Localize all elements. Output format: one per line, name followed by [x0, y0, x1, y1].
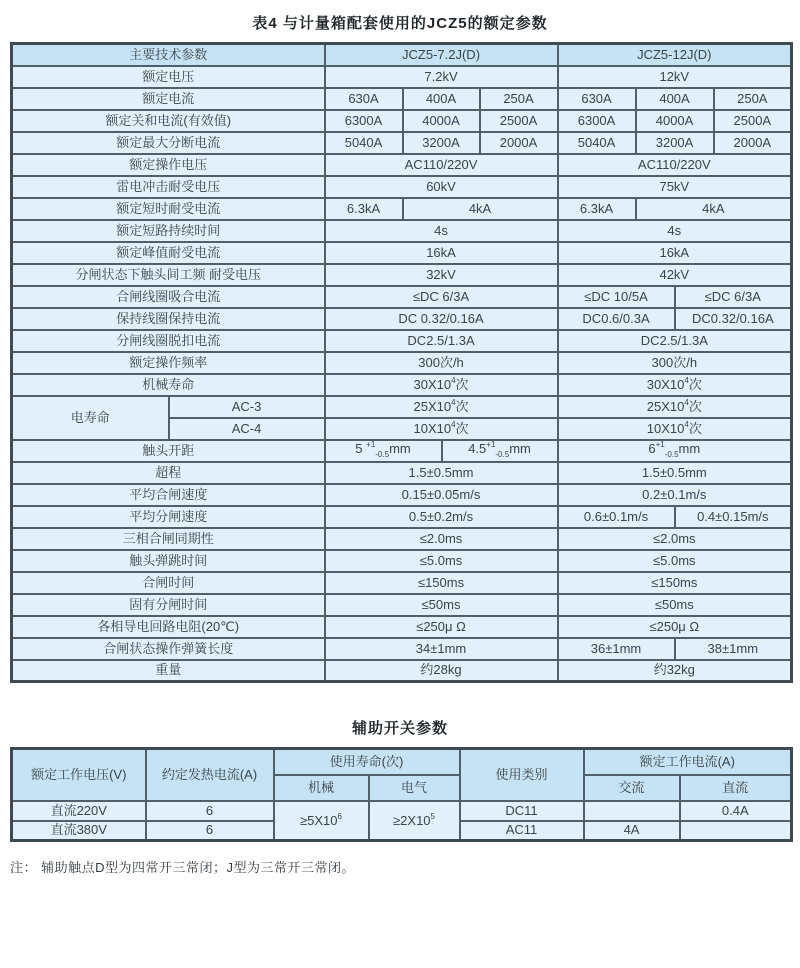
rated-param-cell: 2500A: [714, 110, 792, 132]
rated-param-cell: 4000A: [403, 110, 480, 132]
rated-param-cell: 额定峰值耐受电流: [12, 242, 325, 264]
rated-param-cell: ≤5.0ms: [558, 550, 792, 572]
rated-param-cell: 触头开距: [12, 440, 325, 462]
rated-param-cell: 250A: [480, 88, 558, 110]
footnote: 注： 辅助触点D型为四常开三常闭；J型为三常开三常闭。: [10, 860, 356, 875]
rated-param-cell: 额定操作频率: [12, 352, 325, 374]
rated-param-cell: 平均合闸速度: [12, 484, 325, 506]
rated-param-cell: 分闸线圈脱扣电流: [12, 330, 325, 352]
rated-param-cell: 5040A: [558, 132, 636, 154]
aux-switch-cell: [680, 821, 792, 841]
aux-switch-cell: $\ge 2X10^5$: [369, 801, 460, 841]
rated-param-cell: 2000A: [714, 132, 792, 154]
table4-title: 表4 与计量箱配套使用的JCZ5的额定参数: [252, 15, 548, 32]
rated-param-cell: 400A: [403, 88, 480, 110]
rated-param-cell: 2000A: [480, 132, 558, 154]
rated-param-cell: 4000A: [636, 110, 714, 132]
rated-param-cell: AC-4: [169, 418, 325, 440]
rated-param-cell: 触头弹跳时间: [12, 550, 325, 572]
aux-switch-cell: 4A: [584, 821, 680, 841]
rated-param-cell: 额定短时耐受电流: [12, 198, 325, 220]
rated-parameters-table: [10, 42, 793, 683]
rated-param-cell: 6300A: [325, 110, 403, 132]
aux-switch-cell: $\ge 5X10^6$: [274, 801, 369, 841]
rated-param-cell: 0.4±0.15m/s: [675, 506, 792, 528]
aux-switch-header-cell: 额定工作电压(V): [12, 749, 146, 801]
rated-param-cell: 合闸状态操作弹簧长度: [12, 638, 325, 660]
rated-param-cell: ≤DC 6/3A: [325, 286, 558, 308]
rated-param-cell: 0.2±0.1m/s: [558, 484, 792, 506]
rated-param-cell: 约32kg: [558, 660, 792, 682]
rated-param-cell: ≤250μ Ω: [325, 616, 558, 638]
rated-param-cell: 400A: [636, 88, 714, 110]
aux-switch-header-cell: 使用类别: [460, 749, 584, 801]
rated-param-cell: $30X10^4$次: [558, 374, 792, 396]
rated-param-cell: 32kV: [325, 264, 558, 286]
rated-param-cell: ≤5.0ms: [325, 550, 558, 572]
rated-param-cell: 6.3kA: [558, 198, 636, 220]
rated-param-cell: 2500A: [480, 110, 558, 132]
rated-param-header-cell: JCZ5-7.2J(D): [325, 44, 558, 66]
aux-switch-cell: 直流220V: [12, 801, 146, 821]
aux-switch-header-cell: 使用寿命(次): [274, 749, 460, 775]
rated-param-cell: 保持线圈保持电流: [12, 308, 325, 330]
rated-param-cell: 16kA: [325, 242, 558, 264]
rated-param-cell: ≤150ms: [325, 572, 558, 594]
rated-param-cell: 1.5±0.5mm: [325, 462, 558, 484]
rated-param-cell: $6^{+1}_{-0.5}mm$: [558, 440, 792, 462]
aux-switch-cell: 6: [146, 821, 274, 841]
aux-switch-header-cell: 额定工作电流(A): [584, 749, 792, 775]
rated-param-cell: AC-3: [169, 396, 325, 418]
rated-param-cell: DC2.5/1.3A: [325, 330, 558, 352]
rated-param-cell: 额定最大分断电流: [12, 132, 325, 154]
rated-param-header-cell: JCZ5-12J(D): [558, 44, 792, 66]
rated-param-cell: 300次/h: [325, 352, 558, 374]
rated-param-cell: ≤2.0ms: [558, 528, 792, 550]
rated-param-cell: 平均分闸速度: [12, 506, 325, 528]
aux-switch-cell: AC11: [460, 821, 584, 841]
rated-param-cell: 电寿命: [12, 396, 169, 440]
rated-param-cell: DC0.6/0.3A: [558, 308, 675, 330]
rated-param-cell: 16kA: [558, 242, 792, 264]
rated-param-cell: 三相合闸同期性: [12, 528, 325, 550]
rated-param-cell: 合闸时间: [12, 572, 325, 594]
rated-param-cell: 5 $^{+1}_{-0.5}$mm: [325, 440, 442, 462]
aux-switch-header-cell: 机械: [274, 775, 369, 801]
rated-param-cell: 额定短路持续时间: [12, 220, 325, 242]
rated-param-cell: $4.5^{+1}_{-0.5}mm$: [442, 440, 558, 462]
rated-param-cell: 超程: [12, 462, 325, 484]
rated-param-cell: 38±1mm: [675, 638, 792, 660]
aux-switch-header-cell: 交流: [584, 775, 680, 801]
rated-param-cell: 额定操作电压: [12, 154, 325, 176]
rated-param-cell: 34±1mm: [325, 638, 558, 660]
rated-param-cell: 3200A: [403, 132, 480, 154]
aux-switch-cell: 0.4A: [680, 801, 792, 821]
aux-switch-title: 辅助开关参数: [351, 720, 448, 737]
aux-switch-header-cell: 直流: [680, 775, 792, 801]
rated-param-cell: ≤250μ Ω: [558, 616, 792, 638]
rated-param-cell: $25X10^4$次: [558, 396, 792, 418]
rated-param-cell: 4s: [558, 220, 792, 242]
rated-param-cell: $30X10^4$次: [325, 374, 558, 396]
rated-param-cell: 6300A: [558, 110, 636, 132]
rated-param-cell: AC110/220V: [558, 154, 792, 176]
rated-param-cell: 合闸线圈吸合电流: [12, 286, 325, 308]
rated-param-cell: ≤50ms: [558, 594, 792, 616]
rated-param-cell: 0.6±0.1m/s: [558, 506, 675, 528]
rated-param-cell: ≤50ms: [325, 594, 558, 616]
rated-param-cell: 36±1mm: [558, 638, 675, 660]
rated-param-cell: 12kV: [558, 66, 792, 88]
rated-param-cell: 额定电流: [12, 88, 325, 110]
aux-switch-cell: [584, 801, 680, 821]
rated-param-cell: 约28kg: [325, 660, 558, 682]
rated-param-cell: $10X10^4$次: [558, 418, 792, 440]
rated-param-cell: ≤DC 10/5A: [558, 286, 675, 308]
rated-param-cell: DC0.32/0.16A: [675, 308, 792, 330]
rated-param-cell: 630A: [558, 88, 636, 110]
rated-param-cell: 3200A: [636, 132, 714, 154]
rated-param-cell: 额定电压: [12, 66, 325, 88]
rated-param-cell: 300次/h: [558, 352, 792, 374]
aux-switch-cell: DC11: [460, 801, 584, 821]
rated-param-cell: 分闸状态下触头间工频 耐受电压: [12, 264, 325, 286]
rated-param-cell: 7.2kV: [325, 66, 558, 88]
aux-switch-cell: 直流380V: [12, 821, 146, 841]
rated-param-cell: DC 0.32/0.16A: [325, 308, 558, 330]
rated-param-cell: 6.3kA: [325, 198, 403, 220]
rated-param-cell: $10X10^4$次: [325, 418, 558, 440]
rated-param-cell: ≤DC 6/3A: [675, 286, 792, 308]
rated-param-cell: ≤150ms: [558, 572, 792, 594]
rated-param-cell: 机械寿命: [12, 374, 325, 396]
rated-param-cell: 75kV: [558, 176, 792, 198]
rated-param-cell: 固有分闸时间: [12, 594, 325, 616]
rated-param-cell: 1.5±0.5mm: [558, 462, 792, 484]
rated-param-cell: 42kV: [558, 264, 792, 286]
rated-param-cell: 雷电冲击耐受电压: [12, 176, 325, 198]
rated-param-cell: 250A: [714, 88, 792, 110]
aux-switch-header-cell: 电气: [369, 775, 460, 801]
aux-switch-cell: 6: [146, 801, 274, 821]
rated-param-cell: 60kV: [325, 176, 558, 198]
rated-param-cell: 4s: [325, 220, 558, 242]
rated-param-cell: ≤2.0ms: [325, 528, 558, 550]
rated-param-cell: 630A: [325, 88, 403, 110]
aux-switch-header-cell: 约定发热电流(A): [146, 749, 274, 801]
rated-param-cell: 额定关和电流(有效值): [12, 110, 325, 132]
rated-param-cell: 各相导电回路电阻(20℃): [12, 616, 325, 638]
rated-param-cell: 重量: [12, 660, 325, 682]
rated-param-cell: 4kA: [403, 198, 558, 220]
aux-switch-table: [10, 747, 793, 842]
rated-param-cell: 0.15±0.05m/s: [325, 484, 558, 506]
rated-param-cell: $25X10^4$次: [325, 396, 558, 418]
rated-param-cell: 4kA: [636, 198, 792, 220]
rated-param-cell: 5040A: [325, 132, 403, 154]
rated-param-cell: 0.5±0.2m/s: [325, 506, 558, 528]
rated-param-header-cell: 主要技术参数: [12, 44, 325, 66]
rated-param-cell: AC110/220V: [325, 154, 558, 176]
rated-param-cell: DC2.5/1.3A: [558, 330, 792, 352]
